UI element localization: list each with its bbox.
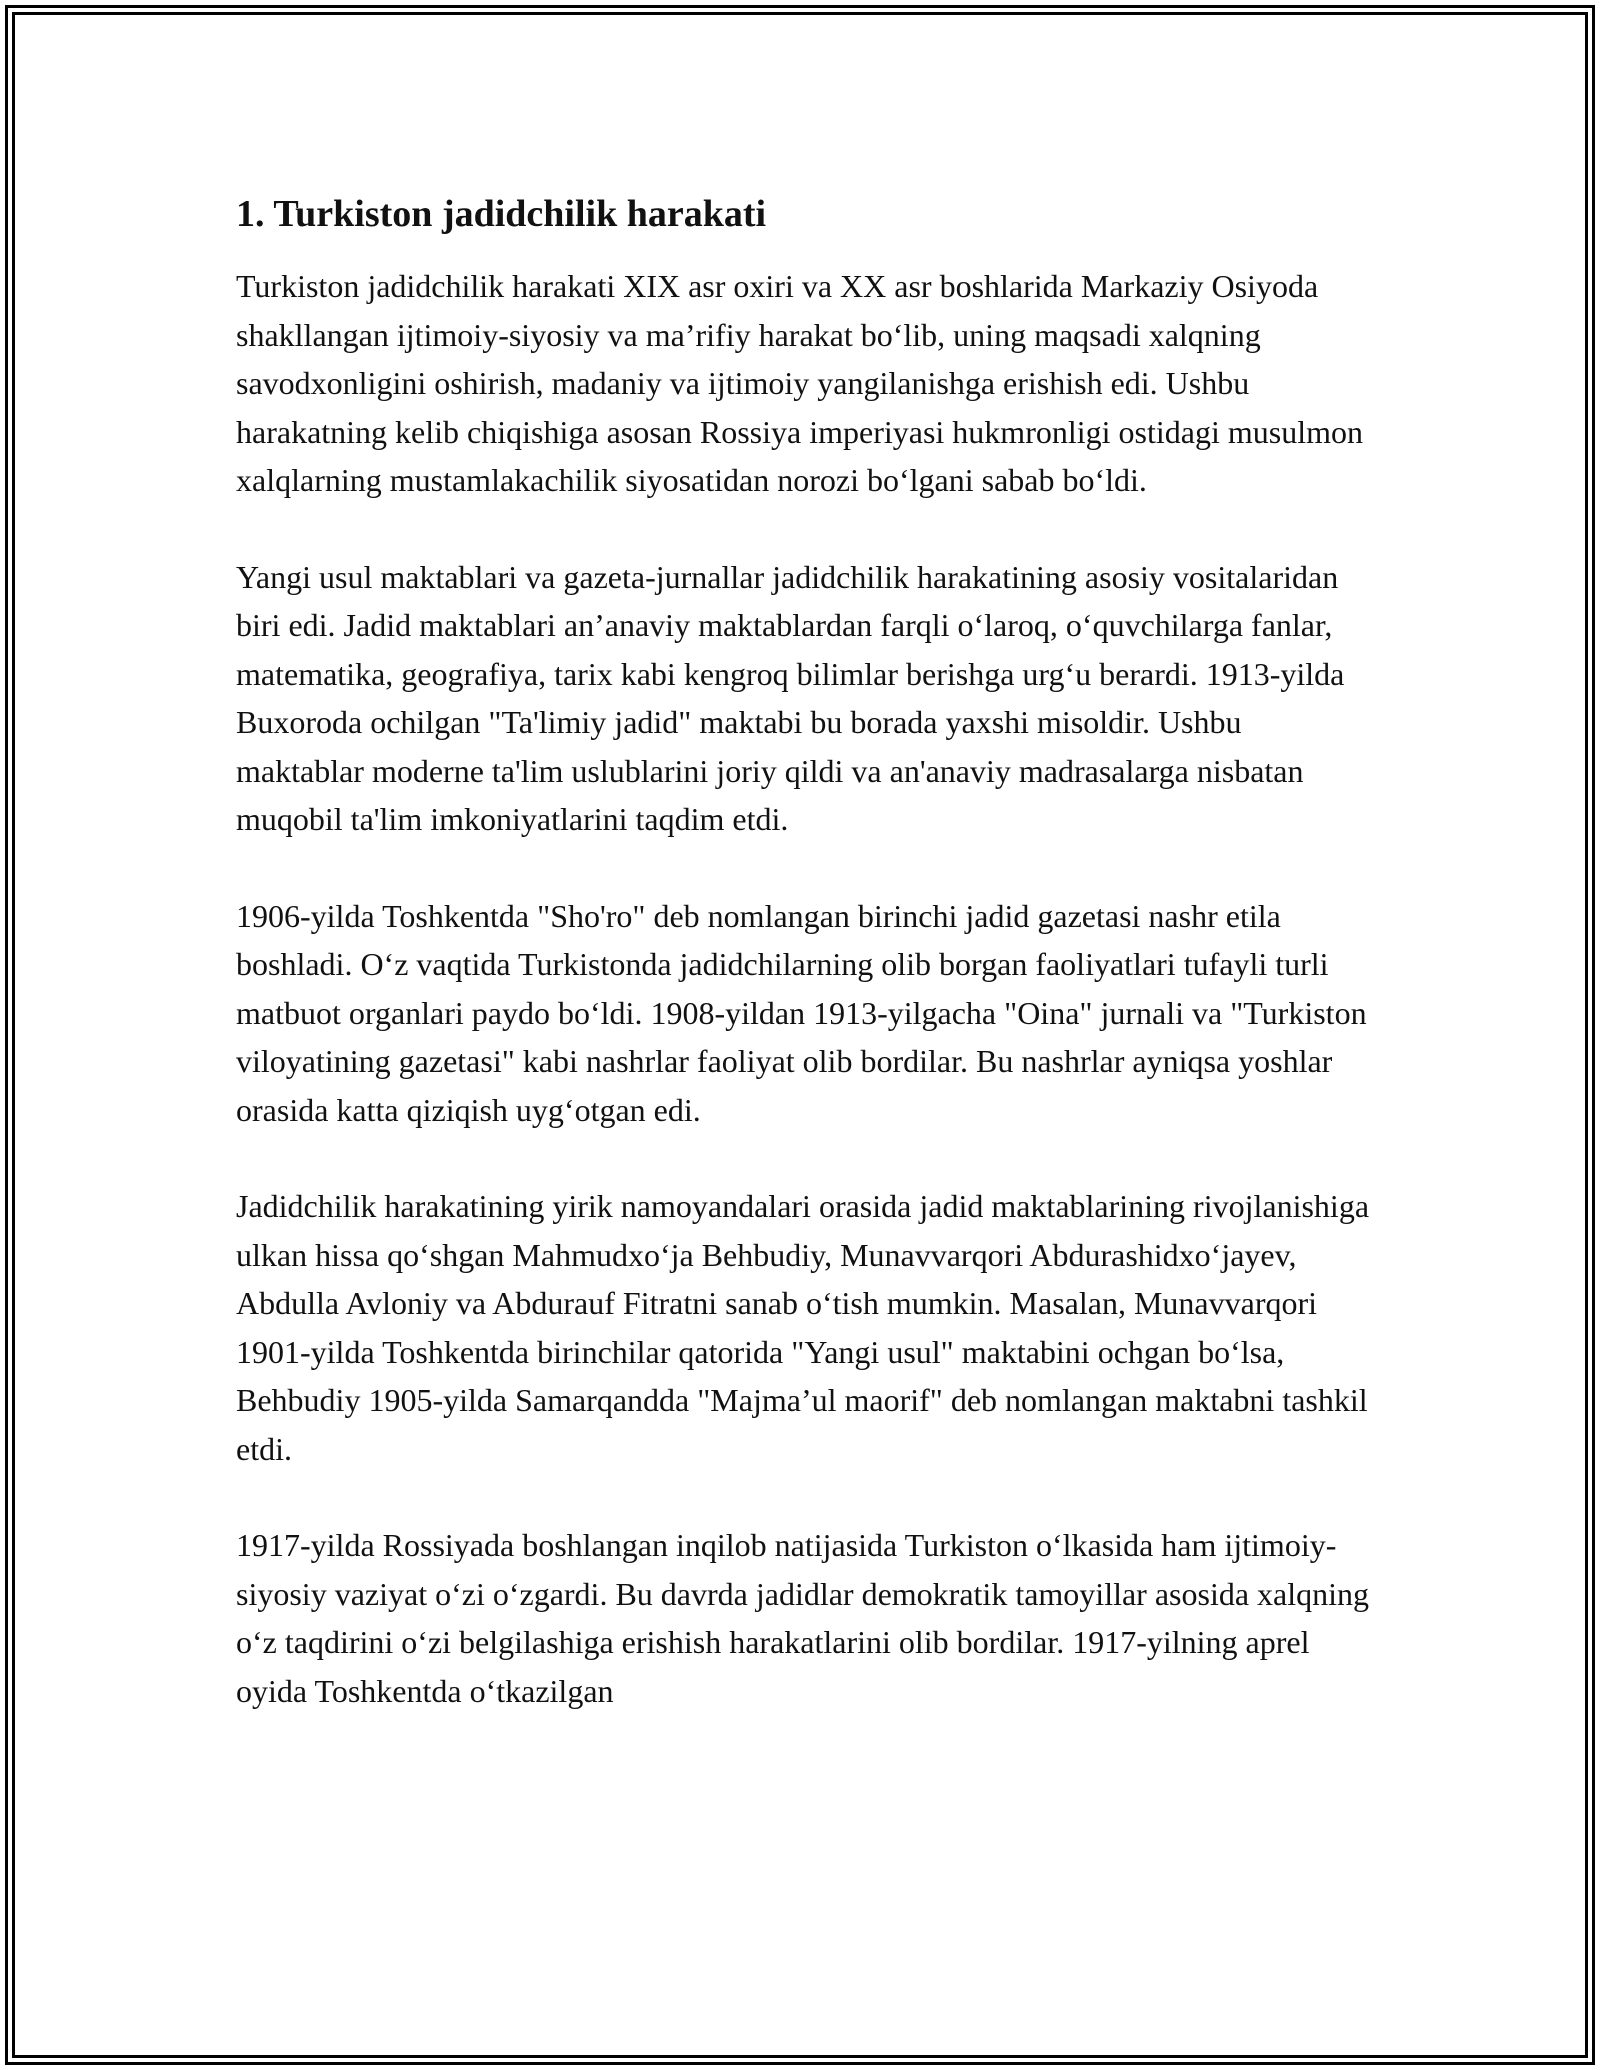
section-heading: 1. Turkiston jadidchilik harakati <box>236 193 767 235</box>
paragraph-schools: Yangi usul maktablari va gazeta-jurnallar jadidchilik harakatining asosiy vositalaridan biri edi. Jadid maktablari anʼanaviy maktablardan farqli oʻlaroq, oʻquvchilarga fanlar, matematika, geografiya, tarix kabi kengroq bilimlar berishga urgʻu berardi. 1913-yilda Buxoroda ochilgan "Ta'limiy jadid" maktabi bu borada yaxshi misoldir. Ushbu maktablar moderne ta'lim uslublarini joriy qildi va an'anaviy madrasalarga nisbatan muqobil ta'lim imkoniyatlarini taqdim etdi. <box>236 558 1345 837</box>
paragraph-revolution: 1917-yilda Rossiyada boshlangan inqilob natijasida Turkiston oʻlkasida ham ijtimoiy-siyosiy vaziyat oʻzi oʻzgardi. Bu davrda jadidlar demokratik tamoyillar asosida xalqning oʻz taqdirini oʻzi belgilashiga erishish harakatlarini olib bordilar. 1917-yilning aprel oyida Toshkentda oʻtkazilgan <box>236 1527 1370 1709</box>
document-body <box>236 186 1376 1763</box>
paragraph-leaders: Jadidchilik harakatining yirik namoyandalari orasida jadid maktablarining rivojlanishiga ulkan hissa qoʻshgan Mahmudxoʻja Behbudiy, Munavvarqori Abdurashidxoʻjayev, Abdulla Avloniy va Abdurauf Fitratni sanab oʻtish mumkin. Masalan, Munavvarqori 1901-yilda Toshkentda birinchilar qatorida "Yangi usul" maktabini ochgan boʻlsa, Behbudiy 1905-yilda Samarqandda "Majmaʼul maorif" deb nomlangan maktabni tashkil etdi. <box>236 1188 1370 1467</box>
paragraph-press: 1906-yilda Toshkentda "Sho'ro" deb nomlangan birinchi jadid gazetasi nashr etila boshladi. Oʻz vaqtida Turkistonda jadidchilarning olib borgan faoliyatlari tufayli turli matbuot organlari paydo boʻldi. 1908-yildan 1913-yilgacha "Oina" jurnali va "Turkiston viloyatining gazetasi" kabi nashrlar faoliyat olib bordilar. Bu nashrlar ayniqsa yoshlar orasida katta qiziqish uygʻotgan edi. <box>236 897 1367 1128</box>
paragraph-intro: Turkiston jadidchilik harakati XIX asr oxiri va XX asr boshlarida Markaziy Osiyoda shakllangan ijtimoiy-siyosiy va maʼrifiy harakat boʻlib, uning maqsadi xalqning savodxonligini oshirish, madaniy va ijtimoiy yangilanishga erishish edi. Ushbu harakatning kelib chiqishiga asosan Rossiya imperiyasi hukmronligi ostidagi musulmon xalqlarning mustamlakachilik siyosatidan norozi boʻlgani sabab boʻldi. <box>236 268 1363 498</box>
